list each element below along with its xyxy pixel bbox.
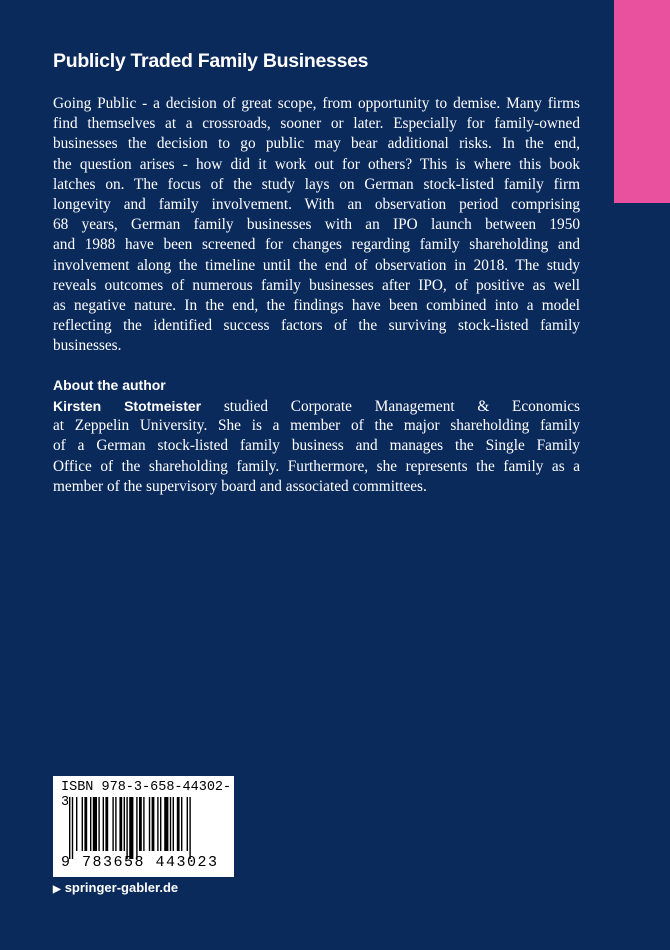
barcode-icon [63, 797, 223, 859]
author-line: member of the supervisory board and associated committees. [53, 477, 427, 495]
barcode-bar [112, 797, 113, 851]
barcode-digits: 9 783658 443023 [61, 854, 219, 871]
barcode-bar [170, 797, 171, 851]
description-line: the question arises - how did it work out for others? This is where this book [53, 155, 580, 173]
barcode-bar [72, 797, 73, 859]
barcode-bar [129, 797, 133, 859]
description-line: 68 years, German family businesses with an IPO launch between 1950 [53, 216, 580, 234]
barcode-bar [187, 797, 188, 851]
accent-bar [614, 0, 670, 203]
barcode-bar [157, 797, 158, 851]
barcode-bar [160, 797, 161, 851]
barcode-bar [90, 797, 91, 851]
barcode-bar [93, 797, 97, 851]
description-line: find themselves at a crossroads, sooner or later. Especially for family-owned [53, 115, 580, 133]
description-line: Going Public - a decision of great scope, from opportunity to demise. Many firms [53, 95, 580, 112]
author-name: Kirsten Stotmeister [53, 398, 202, 414]
barcode-bar [98, 797, 99, 851]
barcode-bar [173, 797, 174, 851]
barcode-bar [177, 797, 180, 851]
barcode-bar [152, 797, 155, 851]
description-line: businesses. [53, 337, 122, 355]
barcode-bar [105, 797, 108, 851]
barcode-bar [136, 797, 137, 859]
barcode-bar [76, 797, 77, 851]
isbn-label: ISBN 978-3-658-44302-3 [61, 780, 232, 810]
barcode-bar [181, 797, 182, 851]
description-line: and 1988 have been screened for changes regarding family shareholding and [53, 236, 580, 254]
description-line: longevity and family involvement. With an observation period comprising [53, 195, 580, 213]
description-line: involvement along the timeline until the end of observation in 2018. The study [53, 256, 580, 274]
author-line: Office of the shareholding family. Furthermore, she represents the family as a [53, 457, 580, 475]
barcode-bar [149, 797, 150, 851]
barcode-bar [139, 797, 142, 851]
barcode-bar [189, 797, 190, 859]
description-line: reflecting the identified success factors of the surviving stock-listed family [53, 317, 580, 335]
publisher-link-text: springer-gabler.de [64, 880, 179, 895]
description-line: businesses the decision to go public may bear additional risks. In the end, [53, 135, 580, 153]
barcode-bar [115, 797, 116, 851]
play-arrow-icon: ▶ [53, 884, 61, 895]
barcode-bar [103, 797, 104, 851]
barcode-bar [69, 797, 70, 859]
barcode-bar [82, 797, 83, 851]
barcode-bar [143, 797, 144, 851]
barcode-bar [126, 797, 127, 859]
author-line: at Zeppelin University. She is a member of the major shareholding family [53, 417, 580, 435]
barcode-bar [124, 797, 125, 851]
author-line-text: studied Corporate Management & Economics [201, 398, 580, 415]
description-line: reveals outcomes of numerous family businesses after IPO, of positive as well [53, 276, 580, 294]
description-line: as negative nature. In the end, the findings have been combined into a model [53, 296, 580, 314]
barcode-bar [164, 797, 168, 851]
barcode-bar [119, 797, 122, 851]
about-author-heading: About the author [53, 377, 166, 393]
description-line: latches on. The focus of the study lays on German stock-listed family firm [53, 175, 580, 193]
author-line [53, 396, 580, 416]
author-line: of a German stock-listed family business and manages the Single Family [53, 437, 580, 455]
barcode-bar [84, 797, 87, 851]
publisher-link[interactable] [53, 880, 178, 895]
book-description [53, 94, 580, 356]
about-author [53, 375, 580, 497]
isbn-barcode [53, 776, 234, 877]
book-title: Publicly Traded Family Businesses [53, 50, 369, 72]
